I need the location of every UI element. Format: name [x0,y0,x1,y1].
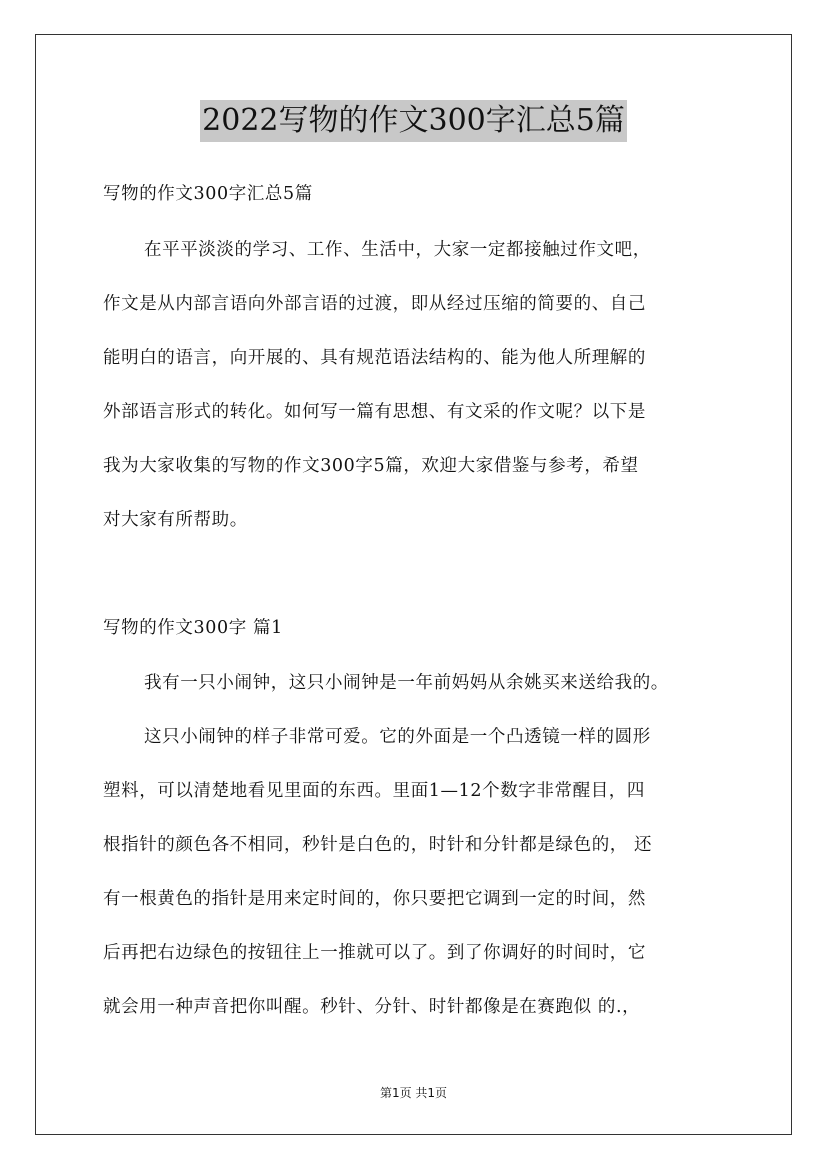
body-line: 有一根黄色的指针是用来定时间的，你只要把它调到一定的时间，然 [103,889,646,909]
intro-line: 对大家有所帮助。 [103,510,248,530]
intro-line: 能明白的语言，向开展的、具有规范语法结构的、能为他人所理解的 [103,348,646,368]
intro-line: 我为大家收集的写物的作文300字5篇，欢迎大家借鉴与参考，希望 [103,456,639,476]
body-line: 后再把右边绿色的按钮往上一推就可以了。到了你调好的时间时，它 [103,943,646,963]
intro-line: 外部语言形式的转化。如何写一篇有思想、有文采的作文呢？以下是 [103,402,646,422]
intro-line: 作文是从内部言语向外部言语的过渡，即从经过压缩的简要的、自己 [103,294,646,314]
section-heading: 写物的作文300字 篇1 [103,618,283,638]
title-container [0,100,827,142]
body-line: 塑料，可以清楚地看见里面的东西。里面1—12个数字非常醒目，四 [103,781,645,801]
page-footer: 第1页 共1页 [379,1086,448,1100]
body-line: 我有一只小闹钟，这只小闹钟是一年前妈妈从余姚买来送给我的。 [144,673,669,693]
intro-line: 在平平淡淡的学习、工作、生活中，大家一定都接触过作文吧， [144,240,651,260]
body-line: 根指针的颜色各不相同，秒针是白色的，时针和分针都是绿色的， 还 [103,835,653,855]
subtitle: 写物的作文300字汇总5篇 [103,184,313,204]
body-line: 这只小闹钟的样子非常可爱。它的外面是一个凸透镜一样的圆形 [144,727,651,747]
document-title: 2022写物的作文300字汇总5篇 [200,100,627,142]
body-line: 就会用一种声音把你叫醒。秒针、分针、时针都像是在赛跑似 的.， [103,997,641,1017]
